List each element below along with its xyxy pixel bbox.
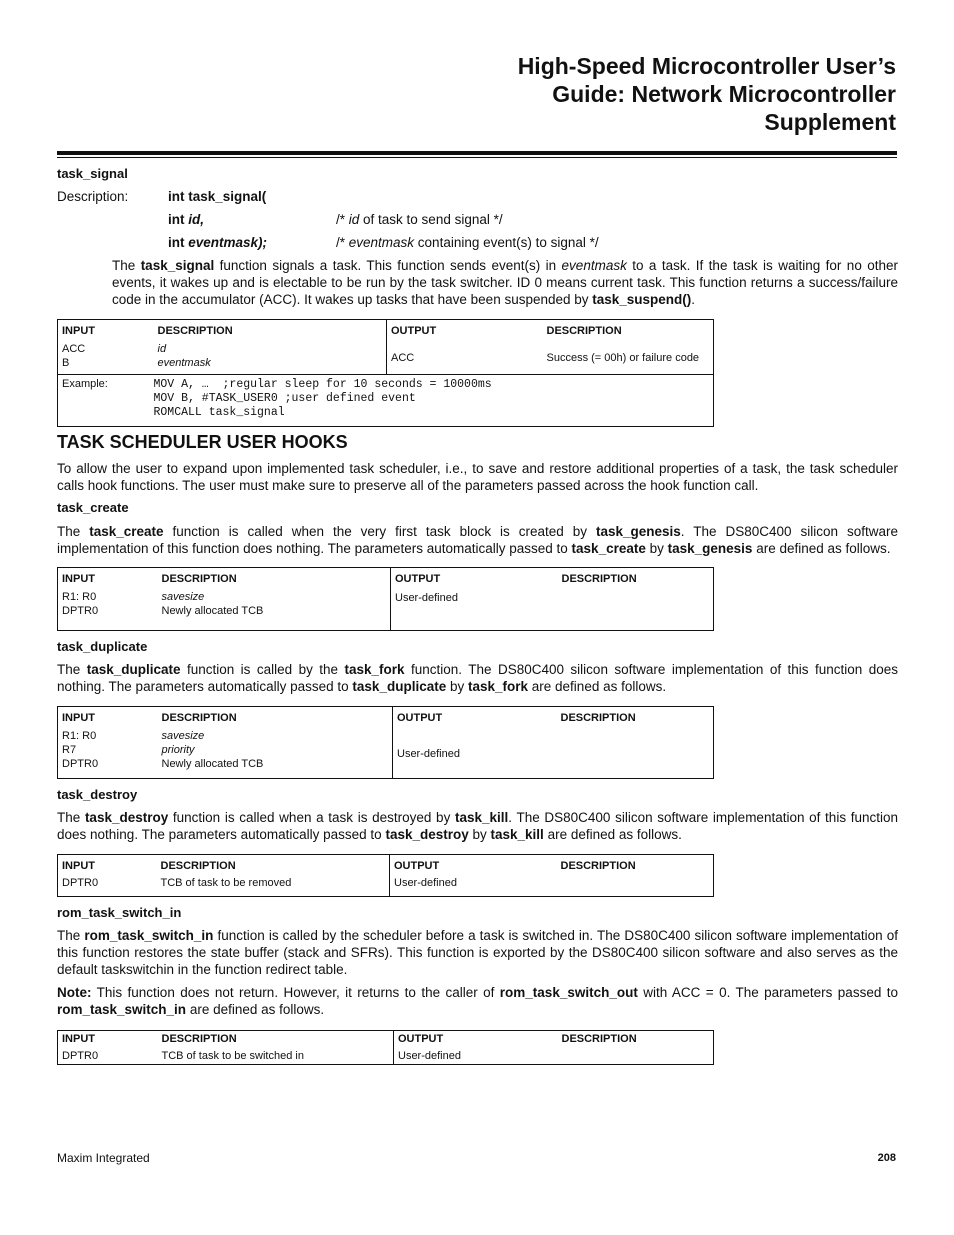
text: are defined as follows. xyxy=(528,679,667,694)
sig2-comment-a: /* xyxy=(336,212,349,227)
fn-name: task_suspend() xyxy=(592,292,692,307)
task-signal-table xyxy=(57,319,714,427)
text: The xyxy=(57,662,87,677)
fn-name: task_genesis xyxy=(667,541,753,556)
signature-comment-2 xyxy=(336,211,503,228)
page-number: 208 xyxy=(877,1152,896,1164)
text: The xyxy=(57,524,90,539)
task-signal-heading: task_signal xyxy=(57,166,128,181)
text: are defined as follows. xyxy=(543,827,682,842)
signature-line-3 xyxy=(168,234,267,251)
col-output: OUTPUT xyxy=(390,855,557,878)
example-code-1: MOV A, … ;regular sleep for 10 seconds = 10000ms xyxy=(153,378,492,391)
sig2-comment-c: of task to send signal */ xyxy=(359,212,503,227)
col-output-description: DESCRIPTION xyxy=(546,325,622,337)
signature-line-1: int task_signal( xyxy=(168,189,267,204)
desc-tcb: TCB of task to be switched in xyxy=(161,1050,304,1062)
page-title xyxy=(336,52,896,136)
fn-name: task_fork xyxy=(467,679,529,694)
output-acc: ACC xyxy=(387,342,543,375)
hooks-paragraph: To allow the user to expand upon implemented task scheduler, i.e., to save and restore additional properties of a task, the task scheduler calls hook functions. The user must make sure to preserve all of the parameters passed across the hook function call. xyxy=(57,461,898,493)
text: . xyxy=(691,292,696,307)
desc-eventmask: eventmask xyxy=(157,357,211,369)
desc-id: id xyxy=(157,343,167,355)
text: function is called by the xyxy=(180,662,345,677)
example-code-3: ROMCALL task_signal xyxy=(153,406,285,419)
input-dptr0: DPTR0 xyxy=(62,605,99,617)
text: function. The DS80C400 silicon software implementation of this function does nothing. The parameters automatically passed to xyxy=(57,662,899,694)
title-line-1: High-Speed Microcontroller User’s xyxy=(517,53,896,79)
text: function is called by the scheduler before a task is switched in. The DS80C400 silicon software implementation of this function restores the state buffer (stack and SFRs). This function is exported by the DS80C400 silicon software and also serves as the default taskswitchin in the function redirect table. xyxy=(57,928,899,977)
col-description: DESCRIPTION xyxy=(157,325,233,337)
fn-name: task_destroy xyxy=(84,810,169,825)
input-dptr0: DPTR0 xyxy=(62,1050,99,1062)
fn-name: task_create xyxy=(89,524,164,539)
fn-name: rom_task_switch_out xyxy=(499,985,638,1000)
sig2-arg: id, xyxy=(188,212,204,227)
output-desc: Success (= 00h) or failure code xyxy=(546,352,700,364)
description-label: Description: xyxy=(57,189,129,204)
text: function is called when a task is destroyed by xyxy=(168,810,455,825)
col-input: INPUT xyxy=(62,712,95,724)
task-duplicate-paragraph xyxy=(57,661,898,695)
task-create-paragraph xyxy=(57,523,898,557)
text: by xyxy=(645,541,668,556)
desc-priority: priority xyxy=(161,744,195,756)
fn-name: rom_task_switch_in xyxy=(57,1002,187,1017)
task-destroy-heading: task_destroy xyxy=(57,787,138,802)
col-output: OUTPUT xyxy=(387,320,543,343)
text: function is called when the very first task block is created by xyxy=(163,524,596,539)
sig3-arg: eventmask); xyxy=(188,235,268,250)
signature-line-2 xyxy=(168,211,204,228)
header-rule-thick xyxy=(57,151,897,155)
col-input: INPUT xyxy=(62,860,95,872)
col-description: DESCRIPTION xyxy=(161,712,237,724)
col-output-description: DESCRIPTION xyxy=(561,573,637,585)
text: The xyxy=(57,928,85,943)
text: The xyxy=(57,810,85,825)
sig2-comment-b: id xyxy=(348,212,360,227)
col-description: DESCRIPTION xyxy=(160,860,236,872)
col-output-description: DESCRIPTION xyxy=(560,860,636,872)
fn-name: task_duplicate xyxy=(86,662,181,677)
example-label: Example: xyxy=(62,378,108,390)
text: to a task. If the task is waiting for no other events, it wakes up and is electable to be run by the task switcher. ID 0 means current task. This function returns a success/failure code in the accumulator (ACC). It wakes up tasks that have been suspended by xyxy=(112,258,899,307)
text: This function does not return. However, it returns to the caller of xyxy=(91,985,500,1000)
input-r7: R7 xyxy=(62,744,77,756)
desc-tcb: Newly allocated TCB xyxy=(161,758,264,770)
title-line-2: Guide: Network Microcontroller xyxy=(552,81,896,107)
task-duplicate-heading: task_duplicate xyxy=(57,639,148,654)
fn-name: task_signal xyxy=(140,258,215,273)
text: The xyxy=(112,258,141,273)
input-dptr0: DPTR0 xyxy=(62,758,99,770)
sig2-keyword: int xyxy=(168,212,189,227)
text: by xyxy=(446,679,468,694)
output-user-defined: User-defined xyxy=(394,1050,558,1065)
input-r1r0: R1: R0 xyxy=(62,730,97,742)
input-dptr0: DPTR0 xyxy=(62,877,99,889)
sig3-comment-c: containing event(s) to signal */ xyxy=(414,235,599,250)
col-input: INPUT xyxy=(62,1033,95,1045)
fn-name: task_genesis xyxy=(595,524,681,539)
sig3-comment-b: eventmask xyxy=(348,235,415,250)
sig3-comment-a: /* xyxy=(336,235,349,250)
text: by xyxy=(468,827,491,842)
example-code-2: MOV B, #TASK_USER0 ;user defined event xyxy=(153,392,416,405)
rom-task-switch-in-heading: rom_task_switch_in xyxy=(57,905,182,920)
input-b: B xyxy=(62,357,70,369)
col-output-description: DESCRIPTION xyxy=(561,1033,637,1045)
col-description: DESCRIPTION xyxy=(161,573,237,585)
fn-name: rom_task_switch_in xyxy=(84,928,214,943)
output-user-defined: User-defined xyxy=(393,729,557,779)
text: with ACC = 0. The parameters passed to xyxy=(637,985,898,1000)
text: . The DS80C400 silicon software implementation of this function does nothing. The parameters automatically passed to xyxy=(57,810,899,842)
desc-savesize: savesize xyxy=(161,730,205,742)
desc-savesize: savesize xyxy=(161,591,205,603)
note-paragraph xyxy=(57,984,898,1018)
col-output: OUTPUT xyxy=(394,1031,558,1051)
output-user-defined: User-defined xyxy=(391,590,558,631)
param-name: eventmask xyxy=(561,258,627,273)
col-output: OUTPUT xyxy=(391,568,558,591)
input-r1r0: R1: R0 xyxy=(62,591,97,603)
col-input: INPUT xyxy=(62,325,95,337)
output-user-defined: User-defined xyxy=(390,877,557,897)
input-acc: ACC xyxy=(62,343,86,355)
task-create-table xyxy=(57,567,714,631)
fn-name: task_duplicate xyxy=(352,679,447,694)
task-duplicate-table xyxy=(57,706,714,779)
text: are defined as follows. xyxy=(752,541,891,556)
fn-name: task_kill xyxy=(454,810,509,825)
desc-tcb: Newly allocated TCB xyxy=(161,605,264,617)
text: function signals a task. This function sends event(s) in xyxy=(214,258,562,273)
col-output-description: DESCRIPTION xyxy=(560,712,636,724)
signature-comment-3 xyxy=(336,234,599,251)
col-description: DESCRIPTION xyxy=(161,1033,237,1045)
col-output: OUTPUT xyxy=(393,707,557,730)
rom-task-switch-in-table xyxy=(57,1030,714,1065)
rom-task-switch-in-paragraph xyxy=(57,927,898,978)
fn-name: task_fork xyxy=(344,662,405,677)
task-destroy-table xyxy=(57,854,714,897)
text: are defined as follows. xyxy=(186,1002,325,1017)
title-line-3: Supplement xyxy=(764,109,896,135)
fn-name: task_destroy xyxy=(385,827,469,842)
fn-name: task_kill xyxy=(490,827,544,842)
text: . The DS80C400 silicon software implementation of this function does nothing. The parameters automatically passed to xyxy=(57,524,898,556)
task-destroy-paragraph xyxy=(57,809,898,843)
sig3-keyword: int xyxy=(168,235,189,250)
desc-tcb: TCB of task to be removed xyxy=(160,877,292,889)
task-create-heading: task_create xyxy=(57,500,129,515)
fn-name: task_create xyxy=(571,541,646,556)
header-rule-thin xyxy=(57,157,897,158)
note-label: Note: xyxy=(57,985,92,1000)
task-signal-paragraph xyxy=(112,257,898,308)
footer-company: Maxim Integrated xyxy=(57,1151,150,1165)
hooks-heading: TASK SCHEDULER USER HOOKS xyxy=(57,432,348,452)
col-input: INPUT xyxy=(62,573,95,585)
